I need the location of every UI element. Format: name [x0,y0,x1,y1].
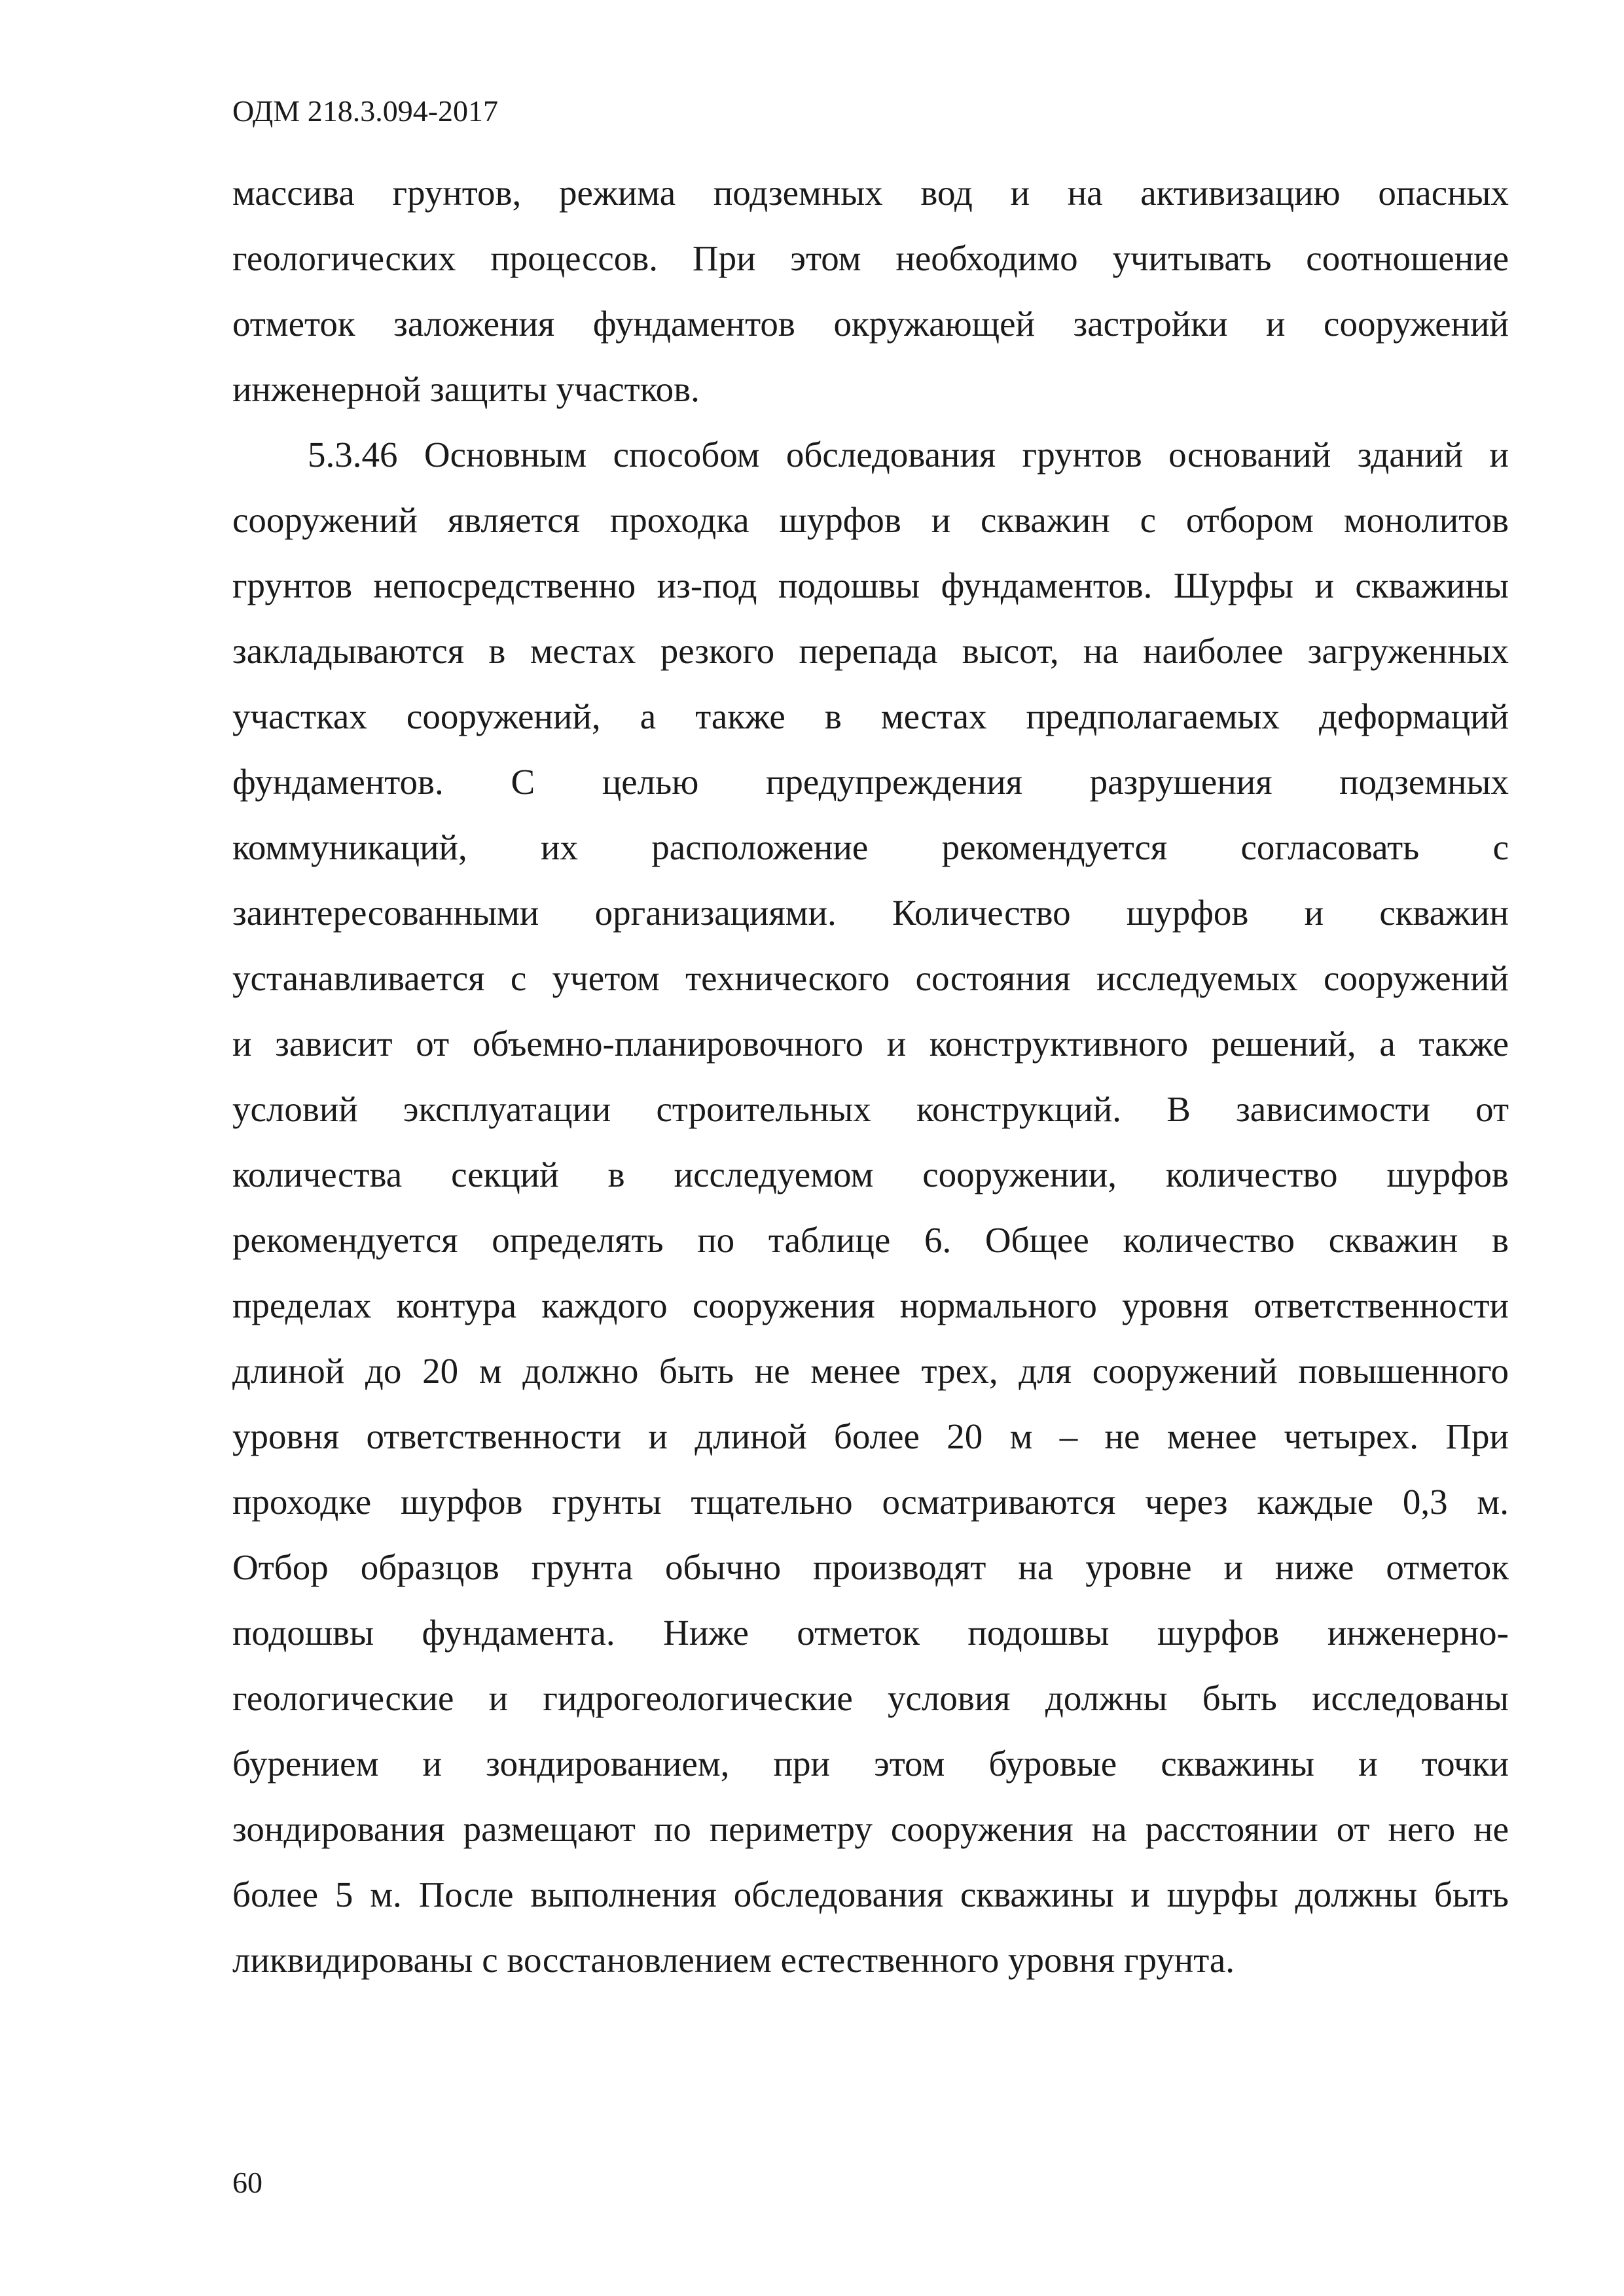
paragraph-2-line-24: ликвидированы с восстановлением естественного уровня грунта. [232,1940,1235,1980]
document-code-header: ОДМ 218.3.094-2017 [232,94,499,128]
paragraph-1-line-4: инженерной защиты участков. [232,369,700,409]
paragraph-2-line-11: условий эксплуатации строительных конструкций. В зависимости от [232,1089,1509,1129]
paragraph-2-line-19: подошвы фундамента. Ниже отметок подошвы шурфов инженерно- [232,1613,1509,1653]
paragraph-2-line-3: грунтов непосредственно из-под подошвы фундаментов. Шурфы и скважины [232,565,1509,605]
paragraph-2-line-23: более 5 м. После выполнения обследования скважины и шурфы должны быть [232,1874,1509,1914]
paragraph-2-line-8: заинтересованными организациями. Количество шурфов и скважин [232,893,1509,933]
paragraph-2-line-18: Отбор образцов грунта обычно производят на уровне и ниже отметок [232,1547,1509,1587]
paragraph-2-line-2: сооружений является проходка шурфов и скважин с отбором монолитов [232,500,1509,540]
paragraph-2-line-20: геологические и гидрогеологические условия должны быть исследованы [232,1678,1509,1718]
paragraph-2-line-14: пределах контура каждого сооружения нормального уровня ответственности [232,1285,1509,1325]
paragraph-2-line-17: проходке шурфов грунты тщательно осматриваются через каждые 0,3 м. [232,1482,1509,1522]
paragraph-2-line-9: устанавливается с учетом технического состояния исследуемых сооружений [232,958,1509,998]
paragraph-2-line-22: зондирования размещают по периметру сооружения на расстоянии от него не [232,1809,1509,1849]
paragraph-1-line-3: отметок заложения фундаментов окружающей застройки и сооружений [232,304,1509,344]
paragraph-2-line-5: участках сооружений, а также в местах предполагаемых деформаций [232,696,1509,736]
paragraph-2-line-12: количества секций в исследуемом сооружении, количество шурфов [232,1155,1509,1194]
paragraph-2-line-4: закладываются в местах резкого перепада высот, на наиболее загруженных [232,631,1509,671]
paragraph-2-line-15: длиной до 20 м должно быть не менее трех, для сооружений повышенного [232,1351,1509,1391]
paragraph-2-line-6: фундаментов. С целью предупреждения разрушения подземных [232,762,1509,802]
page-number: 60 [232,2166,262,2199]
paragraph-1-line-2: геологических процессов. При этом необходимо учитывать соотношение [232,238,1509,278]
paragraph-1-line-1: массива грунтов, режима подземных вод и на активизацию опасных [232,173,1509,213]
paragraph-2-line-7: коммуникаций, их расположение рекомендуется согласовать с [232,827,1509,867]
paragraph-2-line-13: рекомендуется определять по таблице 6. Общее количество скважин в [232,1220,1509,1260]
paragraph-2-line-21: бурением и зондированием, при этом буровые скважины и точки [232,1744,1509,1784]
paragraph-2-line-1: 5.3.46 Основным способом обследования грунтов оснований зданий и [308,435,1509,475]
paragraph-2-line-16: уровня ответственности и длиной более 20 м – не менее четырех. При [232,1416,1509,1456]
paragraph-2-line-10: и зависит от объемно-планировочного и конструктивного решений, а также [232,1024,1509,1064]
